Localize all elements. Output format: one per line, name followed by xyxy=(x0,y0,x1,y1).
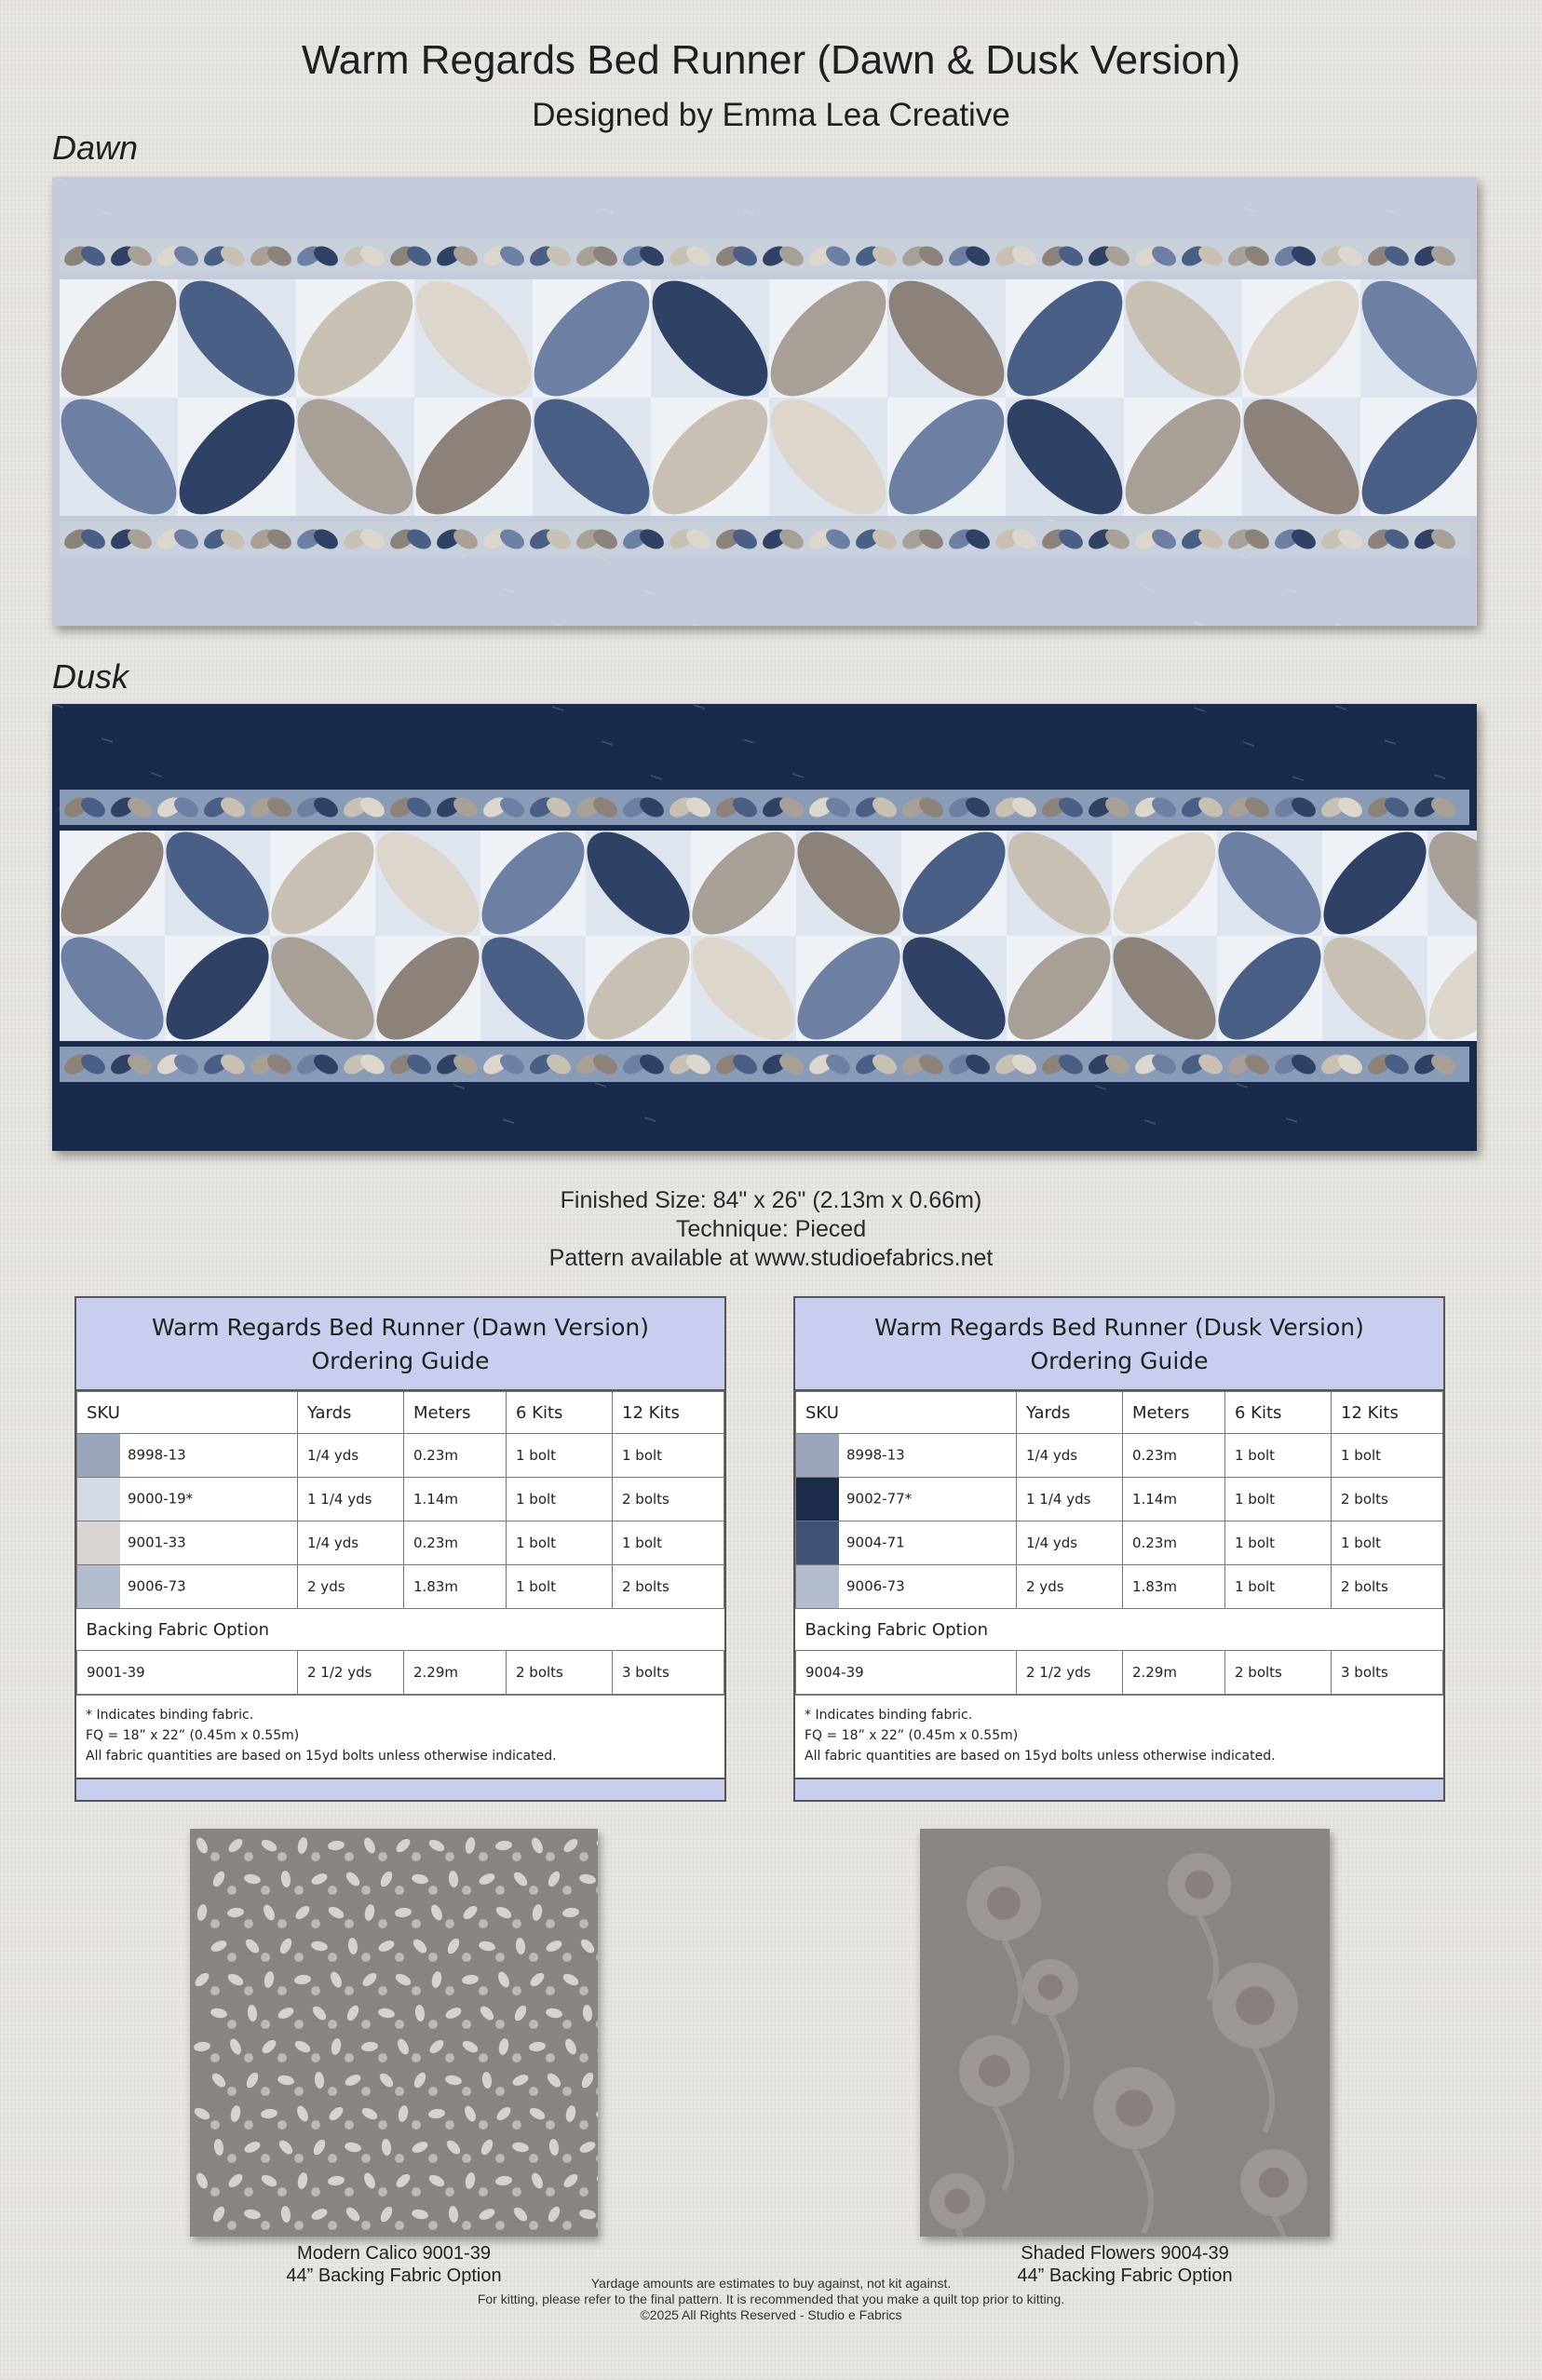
footer-line: For kitting, please refer to the final pattern. It is recommended that you make a quilt top prior to kitting. xyxy=(477,2292,1065,2306)
kits12-cell: 2 bolts xyxy=(613,1565,724,1609)
meters-cell: 1.83m xyxy=(1123,1565,1225,1609)
sku-text: 9001-33 xyxy=(128,1534,186,1551)
sku-text: 9006-73 xyxy=(846,1577,905,1595)
ordering-guide-dawn xyxy=(74,1296,726,1802)
backing-swatch-shaded-flowers xyxy=(920,1829,1330,2237)
col-12-kits: 12 Kits xyxy=(1332,1392,1443,1434)
shaded-flowers-image xyxy=(920,1829,1330,2237)
ordering-guide-header xyxy=(76,1298,724,1391)
sku-cell xyxy=(77,1434,298,1478)
yards-cell: 1/4 yds xyxy=(298,1434,404,1478)
meters-cell: 1.14m xyxy=(404,1478,507,1521)
sku-cell xyxy=(796,1478,1017,1521)
dawn-label: Dawn xyxy=(52,128,139,167)
project-info xyxy=(0,1186,1542,1273)
table-header-row xyxy=(77,1392,724,1434)
sku-text: 8998-13 xyxy=(846,1446,905,1464)
backing-title-row xyxy=(796,1609,1443,1651)
fabric-swatch xyxy=(796,1521,839,1564)
yards-cell: 1 1/4 yds xyxy=(298,1478,404,1521)
kits12-cell: 1 bolt xyxy=(613,1521,724,1565)
backing-title: Backing Fabric Option xyxy=(77,1609,724,1651)
note-line: FQ = 18” x 22” (0.45m x 0.55m) xyxy=(86,1728,300,1743)
col-meters: Meters xyxy=(1123,1392,1225,1434)
backing-meters: 2.29m xyxy=(1123,1651,1225,1695)
sku-cell xyxy=(796,1521,1017,1565)
yards-cell: 1/4 yds xyxy=(298,1521,404,1565)
kits6-cell: 1 bolt xyxy=(1225,1565,1332,1609)
page-subtitle: Designed by Emma Lea Creative xyxy=(532,97,1010,133)
kits12-cell: 2 bolts xyxy=(613,1478,724,1521)
col-12-kits: 12 Kits xyxy=(613,1392,724,1434)
table-row xyxy=(796,1521,1443,1565)
caption-line: Modern Calico 9001-39 xyxy=(297,2243,491,2264)
sku-text: 9002-77* xyxy=(846,1490,913,1508)
yards-cell: 1/4 yds xyxy=(1017,1434,1123,1478)
backing-sku: 9004-39 xyxy=(796,1651,1017,1695)
meters-cell: 0.23m xyxy=(1123,1521,1225,1565)
sku-text: 9006-73 xyxy=(128,1577,186,1595)
table-header-row xyxy=(796,1392,1443,1434)
table-row xyxy=(796,1651,1443,1695)
col-yards: Yards xyxy=(1017,1392,1123,1434)
backing-12-kits: 3 bolts xyxy=(1332,1651,1443,1695)
backing-meters: 2.29m xyxy=(404,1651,507,1695)
fabric-swatch xyxy=(796,1478,839,1521)
table-row xyxy=(796,1478,1443,1521)
guide-subtitle: Ordering Guide xyxy=(311,1347,490,1374)
backing-6-kits: 2 bolts xyxy=(507,1651,613,1695)
backing-yards: 2 1/2 yds xyxy=(298,1651,404,1695)
kits12-cell: 2 bolts xyxy=(1332,1478,1443,1521)
sku-cell xyxy=(796,1434,1017,1478)
modern-calico-image xyxy=(190,1829,598,2237)
col-6-kits: 6 Kits xyxy=(1225,1392,1332,1434)
backing-12-kits: 3 bolts xyxy=(613,1651,724,1695)
caption-line: 44” Backing Fabric Option xyxy=(1017,2265,1233,2286)
note-line: * Indicates binding fabric. xyxy=(86,1708,254,1723)
caption-line: Shaded Flowers 9004-39 xyxy=(1021,2243,1229,2264)
fabric-swatch xyxy=(796,1434,839,1477)
pattern-link[interactable]: Pattern available at www.studioefabrics.net xyxy=(548,1245,994,1271)
table-body xyxy=(77,1434,724,1609)
col-sku: SKU xyxy=(77,1392,298,1434)
meters-cell: 1.14m xyxy=(1123,1478,1225,1521)
fabric-swatch xyxy=(77,1478,120,1521)
sku-text: 9004-71 xyxy=(846,1534,905,1551)
footer-line: Yardage amounts are estimates to buy against, not kit against. xyxy=(590,2276,952,2291)
guide-title: Warm Regards Bed Runner (Dawn Version) xyxy=(151,1314,650,1341)
guide-subtitle: Ordering Guide xyxy=(1030,1347,1209,1374)
caption-line: 44” Backing Fabric Option xyxy=(286,2265,502,2286)
guide-notes xyxy=(76,1695,724,1778)
table-row xyxy=(77,1651,724,1695)
ordering-guide-header xyxy=(795,1298,1443,1391)
kits6-cell: 1 bolt xyxy=(507,1565,613,1609)
page-footer xyxy=(0,2276,1542,2323)
guide-footer-band xyxy=(76,1778,724,1800)
meters-cell: 0.23m xyxy=(404,1434,507,1478)
kits12-cell: 1 bolt xyxy=(613,1434,724,1478)
note-line: All fabric quantities are based on 15yd bolts unless otherwise indicated. xyxy=(86,1749,557,1764)
yards-cell: 1 1/4 yds xyxy=(1017,1478,1123,1521)
dusk-runner-image xyxy=(52,704,1477,1151)
dawn-runner-illustration xyxy=(52,177,1477,626)
backing-title-row xyxy=(77,1609,724,1651)
note-line: * Indicates binding fabric. xyxy=(805,1708,973,1723)
dusk-runner-illustration xyxy=(52,704,1477,1151)
col-6-kits: 6 Kits xyxy=(507,1392,613,1434)
finished-size: Finished Size: 84" x 26" (2.13m x 0.66m) xyxy=(560,1187,982,1213)
sku-cell xyxy=(77,1521,298,1565)
kits6-cell: 1 bolt xyxy=(507,1521,613,1565)
yards-cell: 1/4 yds xyxy=(1017,1521,1123,1565)
kits6-cell: 1 bolt xyxy=(1225,1521,1332,1565)
table-row xyxy=(796,1565,1443,1609)
kits6-cell: 1 bolt xyxy=(1225,1478,1332,1521)
table-body xyxy=(796,1434,1443,1609)
sku-cell xyxy=(77,1478,298,1521)
backing-sku: 9001-39 xyxy=(77,1651,298,1695)
ordering-table xyxy=(795,1391,1443,1695)
technique: Technique: Pieced xyxy=(675,1216,867,1242)
col-sku: SKU xyxy=(796,1392,1017,1434)
fabric-swatch xyxy=(77,1434,120,1477)
backing-title: Backing Fabric Option xyxy=(796,1609,1443,1651)
meters-cell: 1.83m xyxy=(404,1565,507,1609)
guide-title: Warm Regards Bed Runner (Dusk Version) xyxy=(874,1314,1364,1341)
note-line: FQ = 18” x 22” (0.45m x 0.55m) xyxy=(805,1728,1019,1743)
fabric-swatch xyxy=(796,1565,839,1608)
fabric-swatch xyxy=(77,1521,120,1564)
backing-yards: 2 1/2 yds xyxy=(1017,1651,1123,1695)
note-line: All fabric quantities are based on 15yd bolts unless otherwise indicated. xyxy=(805,1749,1276,1764)
ordering-table xyxy=(76,1391,724,1695)
table-row xyxy=(77,1521,724,1565)
dusk-label: Dusk xyxy=(52,657,129,696)
sku-text: 9000-19* xyxy=(128,1490,194,1508)
kits6-cell: 1 bolt xyxy=(1225,1434,1332,1478)
kits12-cell: 1 bolt xyxy=(1332,1521,1443,1565)
col-yards: Yards xyxy=(298,1392,404,1434)
kits6-cell: 1 bolt xyxy=(507,1434,613,1478)
kits12-cell: 2 bolts xyxy=(1332,1565,1443,1609)
yards-cell: 2 yds xyxy=(298,1565,404,1609)
yards-cell: 2 yds xyxy=(1017,1565,1123,1609)
footer-line: ©2025 All Rights Reserved - Studio e Fabrics xyxy=(640,2307,902,2322)
table-row xyxy=(77,1478,724,1521)
backing-swatch-modern-calico xyxy=(190,1829,598,2237)
table-row xyxy=(77,1434,724,1478)
sku-cell xyxy=(796,1565,1017,1609)
meters-cell: 0.23m xyxy=(1123,1434,1225,1478)
fabric-swatch xyxy=(77,1565,120,1608)
table-row xyxy=(796,1434,1443,1478)
dawn-runner-image xyxy=(52,177,1477,626)
sku-cell xyxy=(77,1565,298,1609)
page-title: Warm Regards Bed Runner (Dawn & Dusk Version) xyxy=(301,37,1241,83)
meters-cell: 0.23m xyxy=(404,1521,507,1565)
kits6-cell: 1 bolt xyxy=(507,1478,613,1521)
guide-notes xyxy=(795,1695,1443,1778)
kits12-cell: 1 bolt xyxy=(1332,1434,1443,1478)
table-row xyxy=(77,1565,724,1609)
backing-6-kits: 2 bolts xyxy=(1225,1651,1332,1695)
col-meters: Meters xyxy=(404,1392,507,1434)
guide-footer-band xyxy=(795,1778,1443,1800)
sku-text: 8998-13 xyxy=(128,1446,186,1464)
ordering-guide-dusk xyxy=(793,1296,1445,1802)
